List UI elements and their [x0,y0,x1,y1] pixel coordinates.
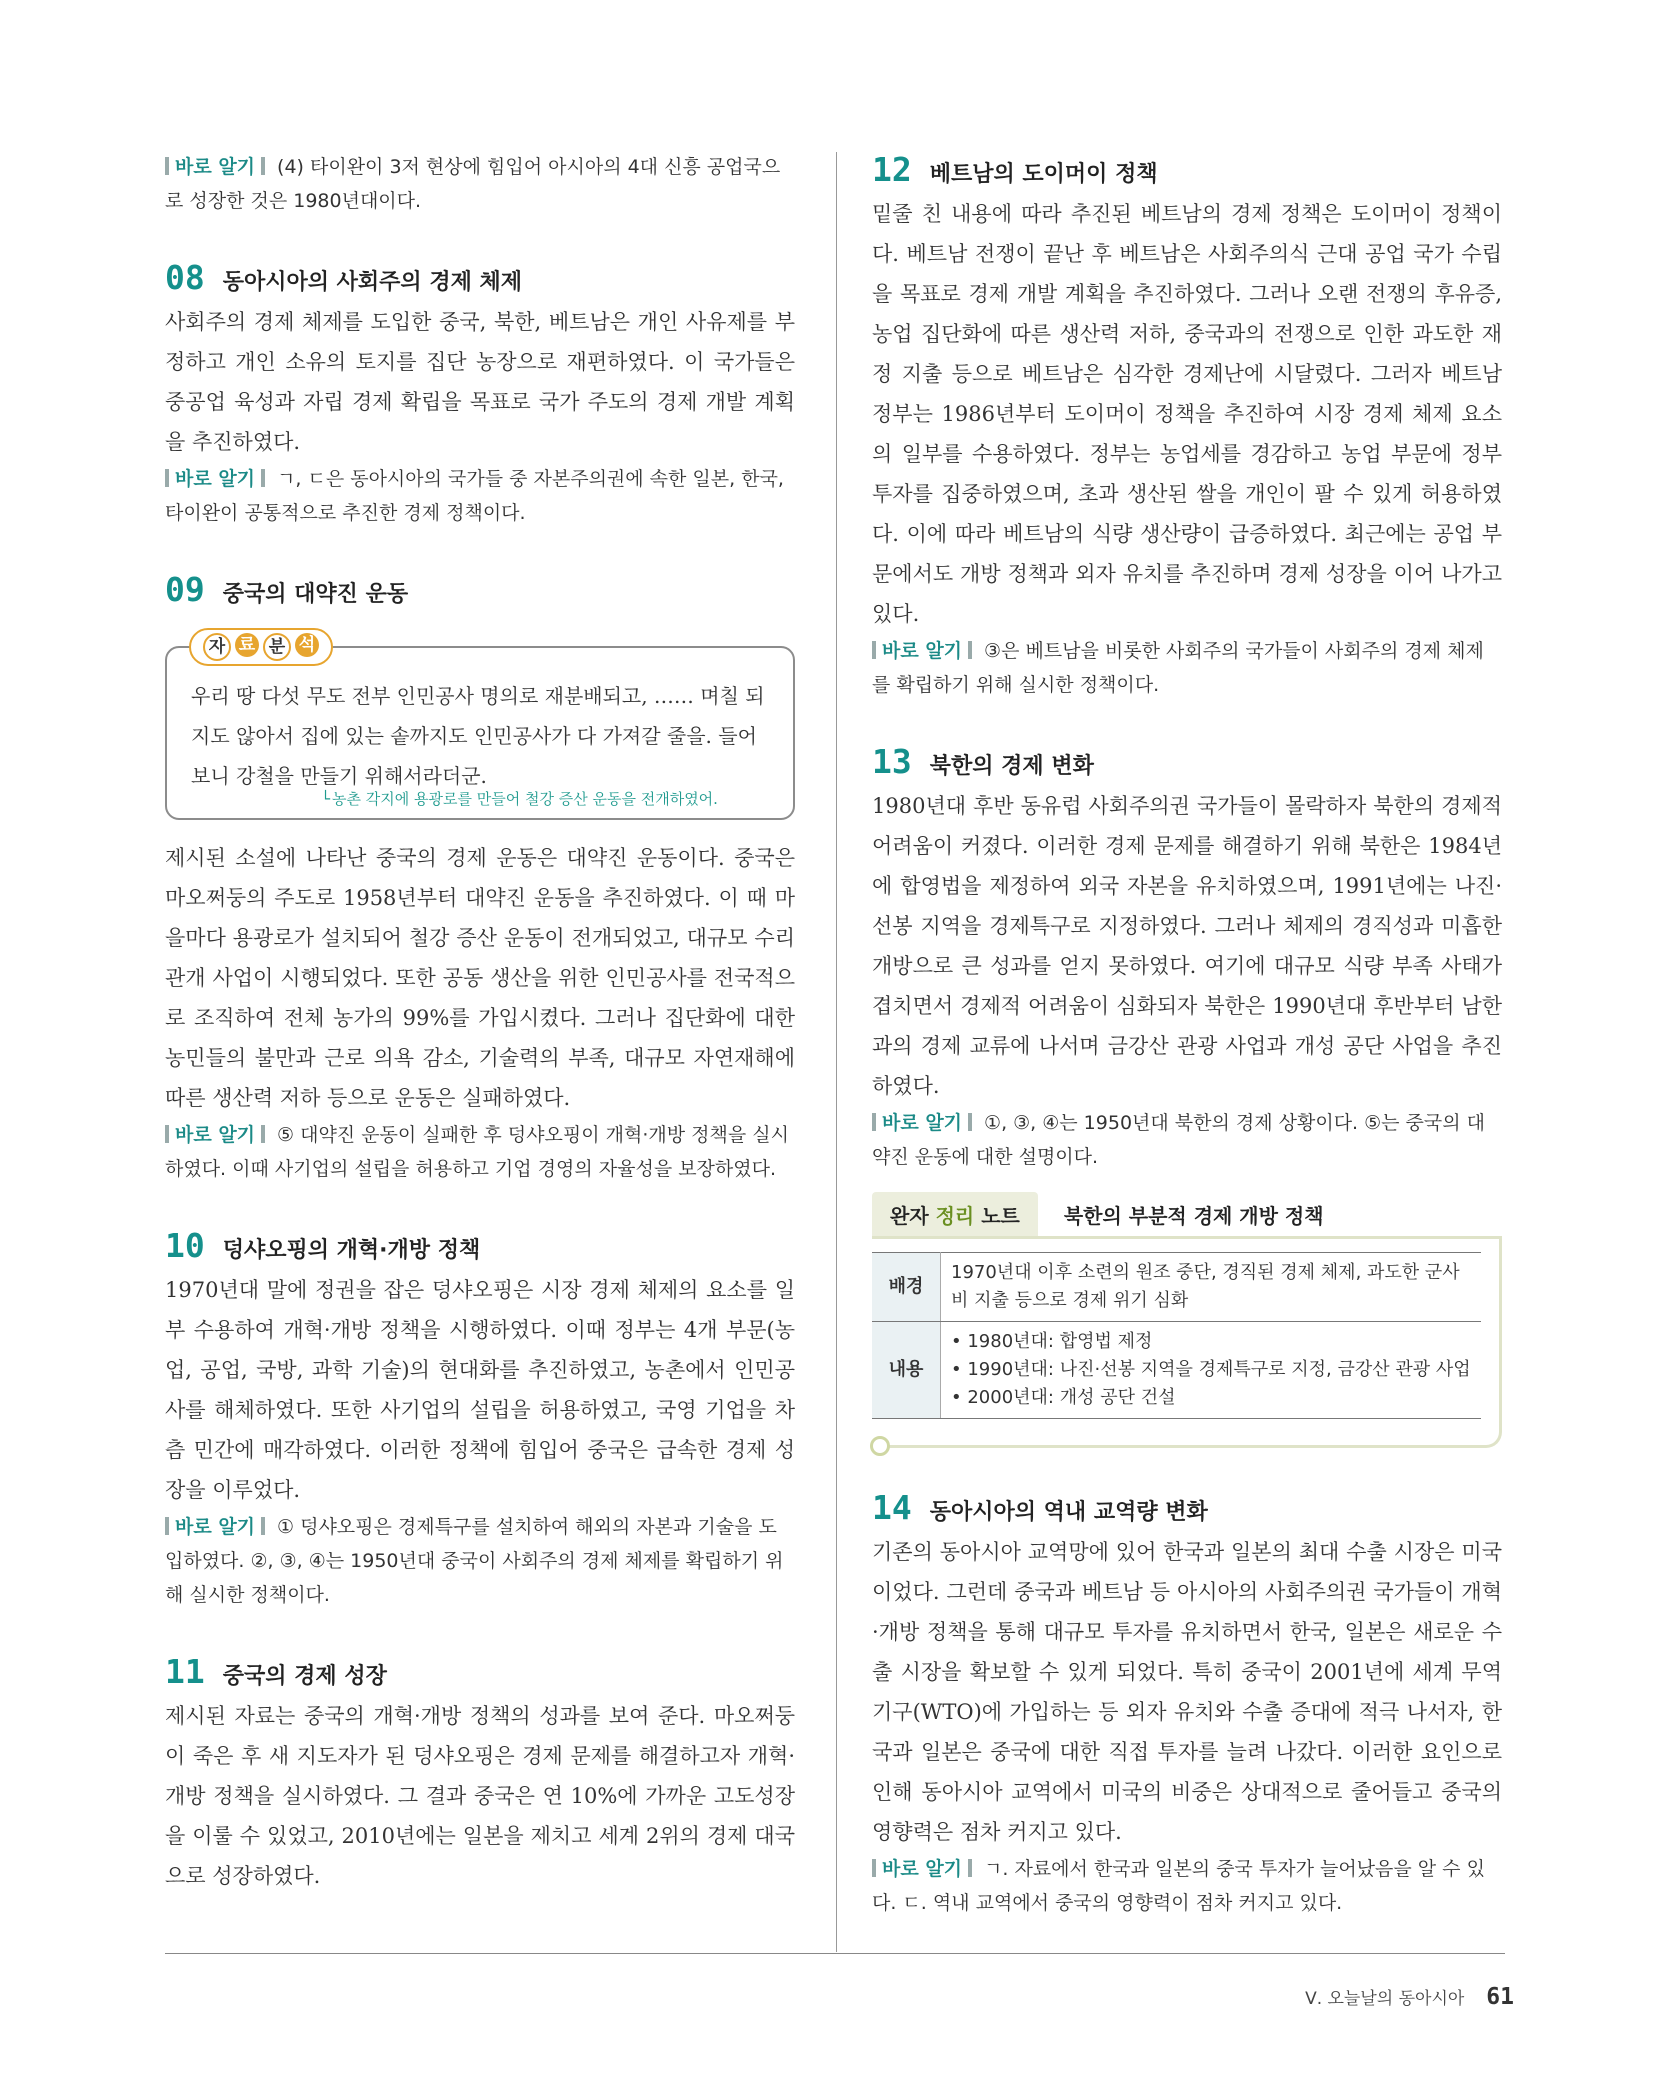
section-title: 베트남의 도이머이 정책 [929,162,1158,187]
section-body: 제시된 자료는 중국의 개혁·개방 정책의 성과를 보여 준다. 마오쩌둥이 죽은 후 새 지도자가 된 덩샤오핑은 경제 문제를 해결하고자 개혁·개방 정책을 실시하였다. 그 결과 중국은 연 10%에 가까운 고도성장을 이룰 수 있었고, 2010년에는 일본을 제치고 세계 2위의 경제 대국으로 성장하였다. [165,1704,795,1888]
row-value [941,1322,1482,1419]
section-number: 10 [165,1226,205,1265]
column-divider [836,152,837,1952]
badge-char: 자 [203,633,231,661]
section-08 [165,258,795,530]
answer-text: ① 덩샤오핑은 경제특구를 설치하여 해외의 자본과 기술을 도입하였다. ②, ③, ④는 1950년대 중국이 사회주의 경제 체제를 확립하기 위해 실시한 정책이다. [165,1516,784,1606]
section-number: 12 [872,150,912,189]
page-footer [1305,1984,1514,2010]
answer-text: ③은 베트남을 비롯한 사회주의 국가들이 사회주의 경제 체제를 확립하기 위해 실시한 정책이다. [872,640,1484,696]
summary-label [872,1192,1038,1237]
answer-text: ㄱ, ㄷ은 동아시아의 국가들 중 자본주의권에 속한 일본, 한국, 타이완이 공통적으로 추진한 경제 정책이다. [165,468,784,524]
section-number: 09 [165,570,205,609]
left-column [165,150,795,1896]
section-11 [165,1652,795,1896]
summary-table [872,1252,1481,1419]
answer-note [165,1510,795,1612]
section-13 [872,742,1502,1448]
summary-title: 북한의 부분적 경제 개방 정책 [1063,1203,1324,1228]
answer-text: ㄱ. 자료에서 한국과 일본의 중국 투자가 늘어났음을 알 수 있다. ㄷ. 역내 교역에서 중국의 영향력이 점차 커지고 있다. [872,1858,1485,1914]
row-line: • 1980년대: 합영법 제정 [951,1331,1153,1352]
section-heading [872,742,1502,782]
row-line: • 2000년대: 개성 공단 건설 [951,1387,1176,1408]
answer-text: ①, ③, ④는 1950년대 북한의 경제 상황이다. ⑤는 중국의 대약진 운동에 대한 설명이다. [872,1112,1486,1168]
section-body: 밑줄 친 내용에 따라 추진된 베트남의 경제 정책은 도이머이 정책이다. 베트남 전쟁이 끝난 후 베트남은 사회주의식 근대 공업 국가 수립을 목표로 경제 개발 계획을 추진하였다. 그러나 오랜 전쟁의 후유증, 농업 집단화에 따른 생산력 저하, 중국과의 전쟁으로 인한 과도한 재정 지출 등으로 베트남은 심각한 경제난에 시달렸다. 그러자 베트남 정부는 1986년부터 도이머이 정책을 추진하여 시장 경제 체제 요소의 일부를 수용하였다. 정부는 농업세를 경감하고 농업 부문에 정부 투자를 집중하였으며, 초과 생산된 쌀을 개인이 팔 수 있게 허용하였다. 이에 따라 베트남의 식량 생산량이 급증하였다. 최근에는 공업 부문에서도 개방 정책과 외자 유치를 추진하며 경제 성장을 이어 나가고 있다. [872,202,1502,626]
section-10 [165,1226,795,1612]
section-body: 1970년대 말에 정권을 잡은 덩샤오핑은 시장 경제 체제의 요소를 일부 수용하여 개혁·개방 정책을 시행하였다. 이때 정부는 4개 부문(농업, 공업, 국방, 과학 기술)의 현대화를 추진하였고, 농촌에서 인민공사를 해체하였다. 또한 사기업의 설립을 허용하였고, 국영 기업을 차츰 민간에 매각하였다. 이러한 정책에 힘입어 중국은 급속한 경제 성장을 이루었다. [165,1278,795,1502]
answer-tag: 바로 알기 [165,462,265,496]
row-key: 내용 [872,1322,941,1419]
section-title: 중국의 대약진 운동 [222,582,409,607]
answer-tag: 바로 알기 [872,1852,972,1886]
section-heading [165,1226,795,1266]
section-heading [165,1652,795,1692]
summary-header [872,1192,1502,1236]
answer-tag: 바로 알기 [165,1118,265,1152]
summary-label-c: 노트 [974,1203,1020,1228]
answer-tag: 바로 알기 [872,634,972,668]
answer-note [165,462,795,530]
section-09 [165,570,795,1186]
section-title: 동아시아의 사회주의 경제 체제 [222,270,523,295]
answer-note [165,1118,795,1186]
table-row [872,1253,1481,1322]
page-number: 61 [1486,1984,1514,2010]
section-heading [165,258,795,298]
section-12 [872,150,1502,702]
source-quote: 우리 땅 다섯 무도 전부 인민공사 명의로 재분배되고, …… 며칠 되지도 않아서 집에 있는 솥까지도 인민공사가 다 가져갈 줄을. 들어 보니 강철을 만들기 위해서라더군. [191,684,765,788]
answer-text: (4) 타이완이 3저 현상에 힘입어 아시아의 4대 신흥 공업국으로 성장한 것은 1980년대이다. [165,156,781,212]
badge-char: 석 [295,633,319,657]
section-heading [872,150,1502,190]
summary-label-a: 완자 [890,1203,936,1228]
section-body: 사회주의 경제 체제를 도입한 중국, 북한, 베트남은 개인 사유제를 부정하고 개인 소유의 토지를 집단 농장으로 재편하였다. 이 국가들은 중공업 육성과 자립 경제 확립을 목표로 국가 주도의 경제 개발 계획을 추진하였다. [165,310,795,454]
section-body: 기존의 동아시아 교역망에 있어 한국과 일본의 최대 수출 시장은 미국이었다. 그런데 중국과 베트남 등 아시아의 사회주의권 국가들이 개혁·개방 정책을 통해 대규모 투자를 유치하면서 한국, 일본은 새로운 수출 시장을 확보할 수 있게 되었다. 특히 중국이 2001년에 세계 무역 기구(WTO)에 가입하는 등 외자 유치와 수출 증대에 적극 나서자, 한국과 일본은 중국에 대한 직접 투자를 늘려 나갔다. 이러한 요인으로 인해 동아시아 교역에서 미국의 비중은 상대적으로 줄어들고 중국의 영향력은 점차 커지고 있다. [872,1540,1502,1844]
row-line: • 1990년대: 나진·선봉 지역을 경제특구로 지정, 금강산 관광 사업 [951,1359,1471,1380]
row-key: 배경 [872,1253,941,1322]
answer-text: ⑤ 대약진 운동이 실패한 후 덩샤오핑이 개혁·개방 정책을 실시하였다. 이때 사기업의 설립을 허용하고 기업 경영의 자율성을 보장하였다. [165,1124,789,1180]
bottom-rule [165,1953,1505,1954]
section-14 [872,1488,1502,1920]
section-number: 08 [165,258,205,297]
section-heading [165,570,795,610]
table-row [872,1322,1481,1419]
section-number: 14 [872,1488,912,1527]
section-title: 중국의 경제 성장 [222,1664,387,1689]
answer-tag: 바로 알기 [165,1510,265,1544]
summary-note [872,1192,1502,1448]
summary-frame [872,1236,1502,1448]
section-number: 11 [165,1652,205,1691]
section-body: 제시된 소설에 나타난 중국의 경제 운동은 대약진 운동이다. 중국은 마오쩌둥의 주도로 1958년부터 대약진 운동을 추진하였다. 이 때 마을마다 용광로가 설치되어 철강 증산 운동이 전개되었고, 대규모 수리 관개 사업이 시행되었다. 또한 공동 생산을 위한 인민공사를 전국적으로 조직하여 전체 농가의 99%를 가입시켰다. 그러나 집단화에 대한 농민들의 불만과 근로 의욕 감소, 기술력의 부족, 대규모 자연재해에 따른 생산력 저하 등으로 운동은 실패하였다. [165,846,795,1110]
answer-note [872,1852,1502,1920]
source-analysis-box [165,635,795,820]
section-title: 북한의 경제 변화 [929,754,1094,779]
section-number: 13 [872,742,912,781]
row-line: 1970년대 이후 소련의 원조 중단, 경직된 경제 체제, 과도한 군사비 지출 등으로 경제 위기 심화 [951,1262,1460,1311]
source-annotation: └ 농촌 각지에 용광로를 만들어 철강 증산 운동을 전개하였어. [321,790,769,808]
badge-char: 료 [235,633,259,657]
source-analysis-badge [189,628,333,666]
answer-tag: 바로 알기 [165,150,265,184]
right-column [872,150,1502,1920]
answer-note [165,150,795,218]
summary-label-b: 정리 [935,1203,975,1228]
answer-tag: 바로 알기 [872,1106,972,1140]
section-body: 1980년대 후반 동유럽 사회주의권 국가들이 몰락하자 북한의 경제적 어려움이 커졌다. 이러한 경제 문제를 해결하기 위해 북한은 1984년에 합영법을 제정하여 외국 자본을 유치하였으며, 1991년에는 나진·선봉 지역을 경제특구로 지정하였다. 그러나 체제의 경직성과 미흡한 개방으로 큰 성과를 얻지 못하였다. 여기에 대규모 식량 부족 사태가 겹치면서 경제적 어려움이 심화되자 북한은 1990년대 후반부터 남한과의 경제 교류에 나서며 금강산 관광 사업과 개성 공단 사업을 추진하였다. [872,794,1502,1098]
answer-note [872,634,1502,702]
section-heading [872,1488,1502,1528]
decorative-ring-icon [870,1436,890,1456]
chapter-title: Ⅴ. 오늘날의 동아시아 [1305,1989,1465,2009]
row-value [941,1253,1482,1322]
section-title: 동아시아의 역내 교역량 변화 [929,1500,1208,1525]
section-title: 덩샤오핑의 개혁·개방 정책 [222,1238,481,1263]
answer-note [872,1106,1502,1174]
badge-char: 분 [263,633,291,661]
